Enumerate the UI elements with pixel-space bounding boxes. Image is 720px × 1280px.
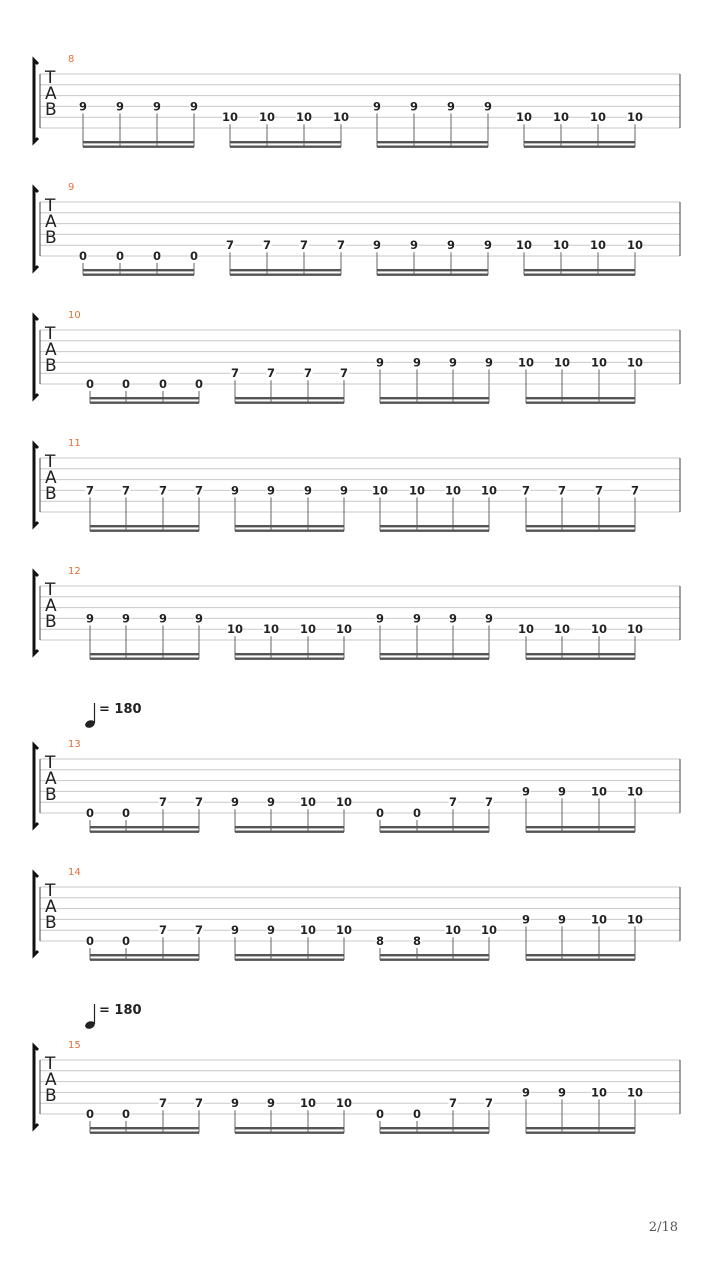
beam-primary <box>90 525 199 527</box>
beam-secondary <box>380 1132 489 1134</box>
beam-primary <box>526 954 635 956</box>
fret-number: 9 <box>521 912 531 927</box>
beam-secondary <box>90 831 199 833</box>
fret-number: 9 <box>448 355 458 370</box>
fret-number: 0 <box>121 806 131 820</box>
fret-number: 10 <box>552 110 570 125</box>
beam-secondary <box>377 274 488 276</box>
beam-primary <box>380 826 489 828</box>
fret-number: 9 <box>412 355 422 370</box>
fret-number: 0 <box>152 249 162 263</box>
beam-primary <box>524 269 635 271</box>
system-bracket <box>34 572 38 654</box>
beam-primary <box>380 1127 489 1129</box>
fret-number: 10 <box>299 622 317 637</box>
beam-primary <box>380 653 489 655</box>
fret-number: 0 <box>375 1107 385 1121</box>
fret-number: 9 <box>121 611 131 626</box>
fret-number: 10 <box>444 483 462 498</box>
fret-number: 10 <box>590 1085 608 1100</box>
fret-number: 10 <box>590 355 608 370</box>
fret-number: 10 <box>226 622 244 637</box>
beam-secondary <box>380 402 489 404</box>
fret-number: 7 <box>262 238 272 253</box>
tab-clef-letter: A <box>45 212 57 232</box>
fret-number: 10 <box>552 238 570 253</box>
fret-number: 10 <box>626 912 644 927</box>
measure-number: 8 <box>68 54 75 65</box>
fret-number: 10 <box>590 622 608 637</box>
fret-number: 7 <box>121 483 131 498</box>
tab-clef-letter: A <box>45 596 57 616</box>
fret-number: 7 <box>158 923 168 938</box>
fret-number: 9 <box>266 483 276 498</box>
fret-number: 9 <box>521 784 531 799</box>
fret-number: 10 <box>589 110 607 125</box>
tab-clef-letter: B <box>45 785 57 805</box>
tab-clef-letter: T <box>45 452 56 472</box>
fret-number: 0 <box>85 806 95 820</box>
beam-primary <box>90 826 199 828</box>
fret-number: 9 <box>194 611 204 626</box>
beam-primary <box>90 954 199 956</box>
fret-number: 7 <box>158 795 168 810</box>
tab-clef-letter: A <box>45 340 57 360</box>
fret-number: 10 <box>295 110 313 125</box>
beam-secondary <box>235 831 344 833</box>
beam-secondary <box>90 658 199 660</box>
system-bracket <box>34 60 38 142</box>
beam-primary <box>83 141 194 143</box>
fret-number: 10 <box>335 1096 353 1111</box>
fret-number: 0 <box>194 377 204 391</box>
tempo-marking: = 180 <box>99 1003 142 1018</box>
beam-secondary <box>380 831 489 833</box>
measure-number: 15 <box>68 1040 81 1051</box>
fret-number: 9 <box>557 912 567 927</box>
measure-number: 12 <box>68 566 81 577</box>
beam-secondary <box>380 530 489 532</box>
tab-clef-letter: B <box>45 228 57 248</box>
fret-number: 10 <box>335 795 353 810</box>
fret-number: 9 <box>483 99 493 114</box>
fret-number: 7 <box>339 366 349 381</box>
tab-clef-letter: A <box>45 1070 57 1090</box>
fret-number: 7 <box>194 483 204 498</box>
fret-number: 9 <box>303 483 313 498</box>
page-number: 2/18 <box>648 1220 678 1235</box>
tab-clef-letter: A <box>45 897 57 917</box>
beam-primary <box>230 269 341 271</box>
fret-number: 9 <box>484 355 494 370</box>
beam-secondary <box>230 274 341 276</box>
beam-secondary <box>235 1132 344 1134</box>
fret-number: 7 <box>594 483 604 498</box>
beam-primary <box>235 653 344 655</box>
fret-number: 0 <box>375 806 385 820</box>
beam-secondary <box>235 402 344 404</box>
fret-number: 0 <box>412 1107 422 1121</box>
fret-number: 10 <box>626 238 644 253</box>
fret-number: 7 <box>448 1096 458 1111</box>
fret-number: 10 <box>480 483 498 498</box>
tab-clef-letter: T <box>45 1054 56 1074</box>
fret-number: 7 <box>299 238 309 253</box>
fret-number: 10 <box>589 238 607 253</box>
beam-secondary <box>380 658 489 660</box>
fret-number: 10 <box>221 110 239 125</box>
beam-primary <box>380 525 489 527</box>
fret-number: 7 <box>85 483 95 498</box>
fret-number: 10 <box>480 923 498 938</box>
fret-number: 8 <box>412 934 422 948</box>
tab-clef-letter: A <box>45 468 57 488</box>
measure-number: 13 <box>68 739 81 750</box>
beam-primary <box>526 397 635 399</box>
tab-clef-letter: T <box>45 324 56 344</box>
fret-number: 7 <box>484 1096 494 1111</box>
fret-number: 9 <box>115 99 125 114</box>
measure-number: 9 <box>68 182 75 193</box>
tab-clef-letter: T <box>45 580 56 600</box>
beam-primary <box>377 269 488 271</box>
measure-number: 10 <box>68 310 81 321</box>
fret-number: 9 <box>521 1085 531 1100</box>
fret-number: 10 <box>517 622 535 637</box>
fret-number: 0 <box>115 249 125 263</box>
beam-secondary <box>90 402 199 404</box>
tab-clef-letter: T <box>45 753 56 773</box>
fret-number: 10 <box>515 110 533 125</box>
tab-clef-letter: B <box>45 100 57 120</box>
fret-number: 7 <box>194 795 204 810</box>
beam-secondary <box>526 959 635 961</box>
fret-number: 10 <box>590 912 608 927</box>
fret-number: 7 <box>521 483 531 498</box>
beam-secondary <box>90 1132 199 1134</box>
fret-number: 10 <box>444 923 462 938</box>
beam-secondary <box>380 959 489 961</box>
fret-number: 8 <box>375 934 385 948</box>
beam-secondary <box>83 274 194 276</box>
fret-number: 9 <box>446 238 456 253</box>
beam-primary <box>90 653 199 655</box>
fret-number: 9 <box>266 923 276 938</box>
fret-number: 9 <box>152 99 162 114</box>
fret-number: 7 <box>158 483 168 498</box>
fret-number: 9 <box>448 611 458 626</box>
tab-clef-letter: T <box>45 881 56 901</box>
beam-secondary <box>526 530 635 532</box>
system-bracket <box>34 745 38 827</box>
beam-secondary <box>235 658 344 660</box>
tab-clef-letter: T <box>45 196 56 216</box>
fret-number: 10 <box>626 622 644 637</box>
measure-number: 14 <box>68 867 81 878</box>
tab-clef-letter: A <box>45 769 57 789</box>
fret-number: 7 <box>484 795 494 810</box>
beam-secondary <box>235 530 344 532</box>
fret-number: 7 <box>194 1096 204 1111</box>
fret-number: 9 <box>409 238 419 253</box>
fret-number: 10 <box>299 795 317 810</box>
fret-number: 0 <box>189 249 199 263</box>
fret-number: 0 <box>85 377 95 391</box>
tab-clef-letter: B <box>45 1086 57 1106</box>
measure-number: 11 <box>68 438 81 449</box>
fret-number: 7 <box>336 238 346 253</box>
beam-secondary <box>526 402 635 404</box>
fret-number: 9 <box>230 1096 240 1111</box>
fret-number: 10 <box>299 1096 317 1111</box>
fret-number: 7 <box>630 483 640 498</box>
beam-primary <box>380 954 489 956</box>
system-bracket <box>34 873 38 955</box>
fret-number: 10 <box>515 238 533 253</box>
tab-clef-letter: T <box>45 68 56 88</box>
system-bracket <box>34 316 38 398</box>
beam-primary <box>235 826 344 828</box>
fret-number: 10 <box>335 923 353 938</box>
fret-number: 0 <box>412 806 422 820</box>
fret-number: 10 <box>626 784 644 799</box>
fret-number: 9 <box>230 923 240 938</box>
fret-number: 10 <box>258 110 276 125</box>
fret-number: 10 <box>299 923 317 938</box>
fret-number: 10 <box>371 483 389 498</box>
fret-number: 10 <box>335 622 353 637</box>
beam-primary <box>235 397 344 399</box>
fret-number: 9 <box>189 99 199 114</box>
tab-clef-letter: B <box>45 612 57 632</box>
beam-secondary <box>377 146 488 148</box>
fret-number: 0 <box>121 1107 131 1121</box>
system-bracket <box>34 1046 38 1128</box>
fret-number: 7 <box>448 795 458 810</box>
fret-number: 7 <box>266 366 276 381</box>
fret-number: 9 <box>446 99 456 114</box>
tab-clef-letter: A <box>45 84 57 104</box>
fret-number: 10 <box>408 483 426 498</box>
beam-primary <box>235 954 344 956</box>
fret-number: 7 <box>225 238 235 253</box>
beam-primary <box>526 525 635 527</box>
fret-number: 10 <box>626 110 644 125</box>
fret-number: 7 <box>158 1096 168 1111</box>
beam-secondary <box>526 831 635 833</box>
beam-primary <box>380 397 489 399</box>
fret-number: 9 <box>484 611 494 626</box>
fret-number: 9 <box>372 99 382 114</box>
tempo-marking: = 180 <box>99 702 142 717</box>
fret-number: 0 <box>121 934 131 948</box>
fret-number: 9 <box>266 795 276 810</box>
fret-number: 9 <box>412 611 422 626</box>
beam-secondary <box>524 146 635 148</box>
beam-primary <box>526 1127 635 1129</box>
fret-number: 10 <box>517 355 535 370</box>
fret-number: 0 <box>158 377 168 391</box>
fret-number: 9 <box>557 1085 567 1100</box>
fret-number: 9 <box>339 483 349 498</box>
fret-number: 9 <box>372 238 382 253</box>
system-bracket <box>34 444 38 526</box>
fret-number: 10 <box>626 1085 644 1100</box>
fret-number: 10 <box>553 355 571 370</box>
beam-secondary <box>526 1132 635 1134</box>
fret-number: 9 <box>266 1096 276 1111</box>
beam-primary <box>526 653 635 655</box>
fret-number: 0 <box>78 249 88 263</box>
fret-number: 7 <box>194 923 204 938</box>
fret-number: 0 <box>85 1107 95 1121</box>
beam-primary <box>230 141 341 143</box>
fret-number: 9 <box>230 483 240 498</box>
beam-secondary <box>235 959 344 961</box>
fret-number: 10 <box>262 622 280 637</box>
tab-clef-letter: B <box>45 356 57 376</box>
fret-number: 10 <box>626 355 644 370</box>
fret-number: 9 <box>85 611 95 626</box>
fret-number: 9 <box>375 355 385 370</box>
fret-number: 9 <box>375 611 385 626</box>
fret-number: 0 <box>121 377 131 391</box>
beam-primary <box>83 269 194 271</box>
beam-primary <box>524 141 635 143</box>
beam-primary <box>235 1127 344 1129</box>
fret-number: 9 <box>230 795 240 810</box>
fret-number: 9 <box>483 238 493 253</box>
fret-number: 7 <box>303 366 313 381</box>
beam-secondary <box>90 530 199 532</box>
fret-number: 10 <box>332 110 350 125</box>
fret-number: 10 <box>553 622 571 637</box>
fret-number: 9 <box>557 784 567 799</box>
beam-secondary <box>526 658 635 660</box>
beam-primary <box>377 141 488 143</box>
fret-number: 9 <box>409 99 419 114</box>
beam-secondary <box>524 274 635 276</box>
fret-number: 9 <box>78 99 88 114</box>
fret-number: 0 <box>85 934 95 948</box>
fret-number: 7 <box>230 366 240 381</box>
beam-primary <box>90 1127 199 1129</box>
beam-primary <box>90 397 199 399</box>
tab-clef-letter: B <box>45 913 57 933</box>
fret-number: 9 <box>158 611 168 626</box>
fret-number: 7 <box>557 483 567 498</box>
fret-number: 10 <box>590 784 608 799</box>
system-bracket <box>34 188 38 270</box>
tab-clef-letter: B <box>45 484 57 504</box>
beam-primary <box>235 525 344 527</box>
beam-secondary <box>90 959 199 961</box>
beam-secondary <box>230 146 341 148</box>
beam-primary <box>526 826 635 828</box>
beam-secondary <box>83 146 194 148</box>
